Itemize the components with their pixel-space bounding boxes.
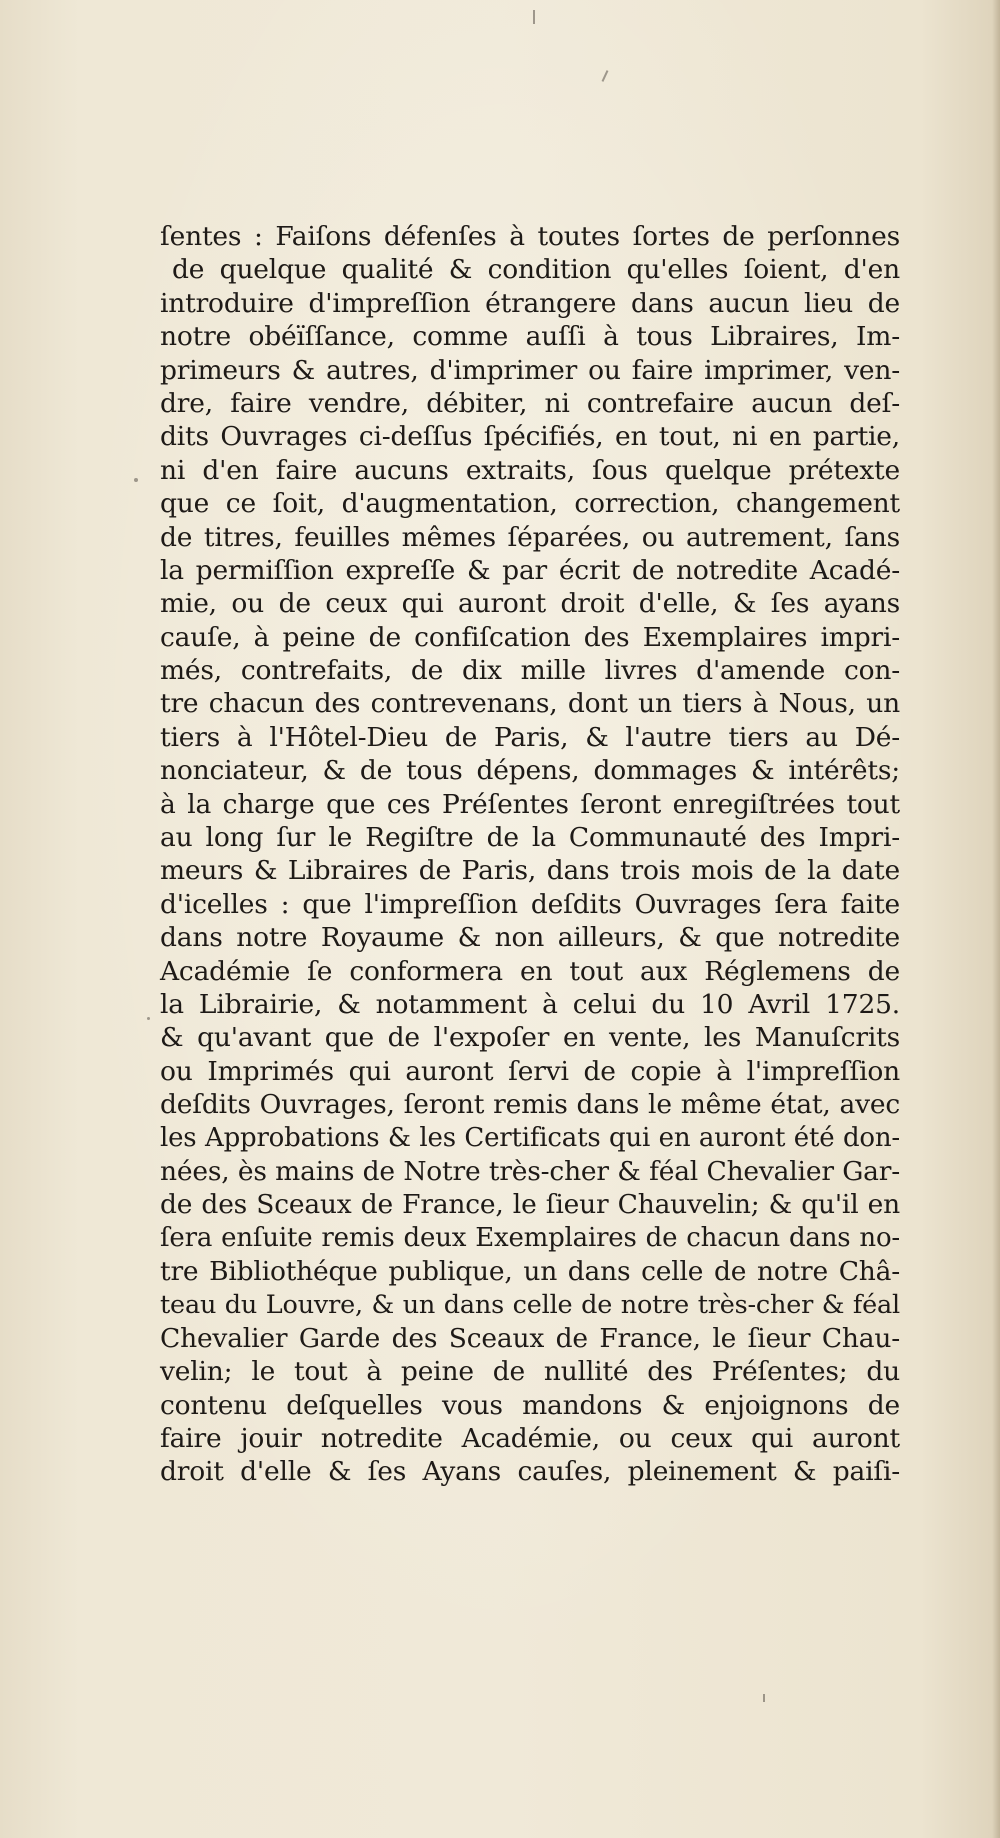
text-line: au long ſur le Regiſtre de la Communauté des Impri- bbox=[160, 822, 900, 854]
text-line: ſentes : Faiſons défenſes à toutes ſortes de perſonnes bbox=[160, 221, 900, 252]
text-line: que ce ſoit, d'augmentation, correction, changement bbox=[160, 488, 900, 520]
text-line: la Librairie, & notamment à celui du 10 Avril 1725. bbox=[160, 988, 900, 1020]
text-line: faire jouir notredite Académie, ou ceux qui auront bbox=[160, 1423, 900, 1455]
text-line: cauſe, à peine de confiſcation des Exemplaires impri- bbox=[160, 621, 900, 653]
text-line: primeurs & autres, d'imprimer ou faire imprimer, ven- bbox=[160, 354, 900, 386]
text-line: la permiſſion expreſſe & par écrit de notredite Acadé- bbox=[160, 554, 900, 586]
ink-speck bbox=[147, 1017, 150, 1020]
text-line: tre Bibliothéque publique, un dans celle de notre Châ- bbox=[160, 1256, 900, 1288]
text-line: nonciateur, & de tous dépens, dommages & intérêts; bbox=[160, 755, 900, 787]
text-line: dits Ouvrages ci-deſſus ſpécifiés, en tout, ni en partie, bbox=[160, 421, 900, 453]
text-line: ou Imprimés qui auront ſervi de copie à l'impreſſion bbox=[160, 1055, 900, 1087]
text-line: ni d'en faire aucuns extraits, ſous quelque prétexte bbox=[160, 454, 900, 486]
ink-speck bbox=[533, 10, 535, 24]
text-line: & qu'avant que de l'expoſer en vente, les Manuſcrits bbox=[160, 1022, 900, 1054]
body-text bbox=[160, 220, 900, 1489]
ink-speck bbox=[602, 70, 609, 82]
text-line: notre obéïſſance, comme auſſi à tous Libraires, Im- bbox=[160, 321, 900, 353]
text-line: de quelque qualité & condition qu'elles ſoient, d'en bbox=[172, 254, 900, 286]
text-line: de titres, feuilles mêmes ſéparées, ou autrement, ſans bbox=[160, 521, 900, 553]
text-line: deſdits Ouvrages, ſeront remis dans le même état, avec bbox=[160, 1089, 900, 1121]
text-line: d'icelles : que l'impreſſion deſdits Ouvrages ſera faite bbox=[160, 888, 900, 920]
text-line: contenu deſquelles vous mandons & enjoignons de bbox=[160, 1389, 900, 1421]
page-edge-shadow bbox=[992, 0, 1000, 1838]
text-line: dre, faire vendre, débiter, ni contrefaire aucun deſ- bbox=[160, 387, 900, 419]
ink-speck bbox=[763, 1694, 765, 1702]
text-line: dans notre Royaume & non ailleurs, & que notredite bbox=[160, 922, 900, 954]
text-line: ſera enſuite remis deux Exemplaires de chacun dans no- bbox=[160, 1222, 900, 1253]
text-line: à la charge que ces Préſentes ſeront enregiſtrées tout bbox=[160, 788, 900, 820]
text-line: Chevalier Garde des Sceaux de France, le ſieur Chau- bbox=[160, 1322, 900, 1354]
text-line: droit d'elle & ſes Ayans cauſes, pleinement & paiſi- bbox=[160, 1456, 900, 1488]
text-line: tre chacun des contrevenans, dont un tiers à Nous, un bbox=[160, 688, 900, 720]
text-line: més, contrefaits, de dix mille livres d'amende con- bbox=[160, 655, 900, 687]
text-line: meurs & Libraires de Paris, dans trois mois de la date bbox=[160, 855, 900, 887]
text-line: les Approbations & les Certificats qui en auront été don- bbox=[160, 1122, 900, 1153]
text-line: Académie ſe conformera en tout aux Réglemens de bbox=[160, 955, 900, 987]
text-line: velin; le tout à peine de nullité des Préſentes; du bbox=[160, 1356, 900, 1388]
text-line: mie, ou de ceux qui auront droit d'elle, & ſes ayans bbox=[160, 588, 900, 620]
ink-speck bbox=[134, 478, 138, 482]
text-line: teau du Louvre, & un dans celle de notre très-cher & féal bbox=[160, 1289, 900, 1320]
text-line: nées, ès mains de Notre très-cher & féal Chevalier Gar- bbox=[160, 1155, 900, 1187]
text-line: de des Sceaux de France, le ſieur Chauvelin; & qu'il en bbox=[160, 1189, 900, 1221]
text-line: introduire d'impreſſion étrangere dans aucun lieu de bbox=[160, 287, 900, 319]
text-line: tiers à l'Hôtel-Dieu de Paris, & l'autre tiers au Dé- bbox=[160, 721, 900, 753]
